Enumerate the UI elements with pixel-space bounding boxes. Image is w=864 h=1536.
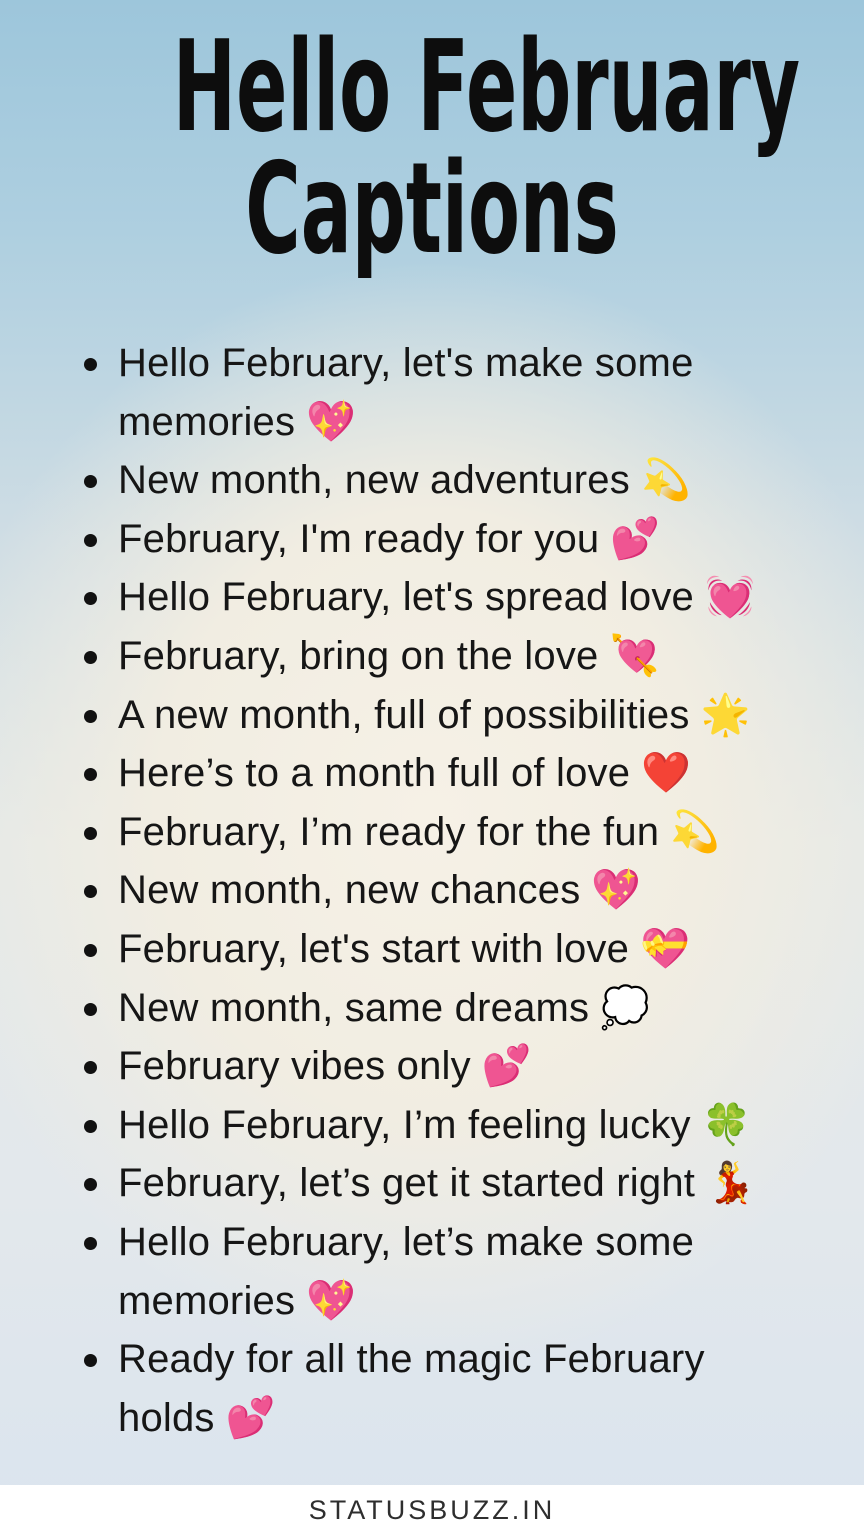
bullet-dot	[84, 1061, 97, 1074]
bullet-dot	[84, 358, 97, 371]
bullet-dot	[84, 1178, 97, 1191]
heart-with-ribbon-emoji: 💝	[640, 926, 691, 971]
caption-item	[84, 686, 796, 745]
caption-item	[84, 627, 796, 686]
site-name: STATUSBUZZ.IN	[308, 1495, 556, 1525]
caption-item	[84, 979, 796, 1038]
title-line-1: Hello February	[172, 13, 801, 160]
bullet-dot	[84, 1003, 97, 1016]
two-hearts-emoji: 💕	[481, 1044, 532, 1089]
caption-item	[84, 920, 796, 979]
dancer-emoji: 💃	[706, 1161, 757, 1206]
caption-text: Hello February, I’m feeling lucky 🍀	[118, 1102, 752, 1147]
caption-text: February vibes only 💕	[118, 1044, 532, 1089]
bullet-dot	[84, 592, 97, 605]
caption-text: February, bring on the love 💘	[118, 633, 660, 678]
bullet-dot	[84, 710, 97, 723]
caption-text: February, let's start with love 💝	[118, 926, 691, 971]
bullet-dot	[84, 534, 97, 547]
caption-item	[84, 334, 796, 451]
bullet-dot	[84, 944, 97, 957]
caption-text: New month, same dreams 💭	[118, 985, 651, 1030]
caption-item	[84, 744, 796, 803]
red-heart-emoji: ❤️	[641, 751, 692, 796]
caption-text: February, I’m ready for the fun 💫	[118, 809, 721, 854]
sparkling-heart-emoji: 💖	[306, 399, 357, 444]
bullet-dot	[84, 885, 97, 898]
caption-text: Hello February, let's spread love 💓	[118, 575, 755, 620]
bullet-dot	[84, 1354, 97, 1367]
caption-item	[84, 861, 796, 920]
bullet-dot	[84, 475, 97, 488]
two-hearts-emoji: 💕	[610, 516, 661, 561]
heart-with-arrow-emoji: 💘	[609, 633, 660, 678]
caption-text: February, let’s get it started right 💃	[118, 1161, 757, 1206]
caption-item	[84, 1213, 796, 1330]
caption-item	[84, 1154, 796, 1213]
beating-heart-emoji: 💓	[704, 575, 755, 620]
sparkling-heart-emoji: 💖	[591, 868, 642, 913]
dizzy-star-emoji: 💫	[640, 458, 691, 503]
caption-item	[84, 568, 796, 627]
caption-item	[84, 803, 796, 862]
bullet-dot	[84, 1120, 97, 1133]
footer-bar	[0, 1485, 864, 1536]
caption-text: February, I'm ready for you 💕	[118, 516, 661, 561]
bullet-dot	[84, 1237, 97, 1250]
caption-text: New month, new adventures 💫	[118, 458, 691, 503]
two-hearts-emoji: 💕	[225, 1395, 276, 1440]
glowing-star-emoji: 🌟	[700, 692, 751, 737]
four-leaf-clover-emoji: 🍀	[701, 1102, 752, 1147]
sparkling-heart-emoji: 💖	[306, 1278, 357, 1323]
caption-item	[84, 1330, 796, 1447]
caption-text: Hello February, let’s make some memories 💖	[118, 1219, 695, 1323]
bullet-dot	[84, 768, 97, 781]
caption-text: Here’s to a month full of love ❤️	[118, 751, 692, 796]
captions-list	[84, 334, 796, 1447]
caption-item	[84, 451, 796, 510]
page-title	[0, 0, 864, 282]
caption-item	[84, 510, 796, 569]
caption-text: Ready for all the magic February holds 💕	[118, 1337, 705, 1440]
title-line-2: Captions	[245, 135, 619, 282]
caption-text: Hello February, let's make some memories 💖	[118, 341, 694, 444]
bullet-dot	[84, 827, 97, 840]
caption-text: New month, new chances 💖	[118, 868, 642, 913]
bullet-dot	[84, 651, 97, 664]
caption-item	[84, 1096, 796, 1155]
dizzy-star-emoji: 💫	[670, 809, 721, 854]
caption-text: A new month, full of possibilities 🌟	[118, 692, 751, 737]
caption-item	[84, 1037, 796, 1096]
thought-balloon-emoji: 💭	[600, 985, 651, 1030]
